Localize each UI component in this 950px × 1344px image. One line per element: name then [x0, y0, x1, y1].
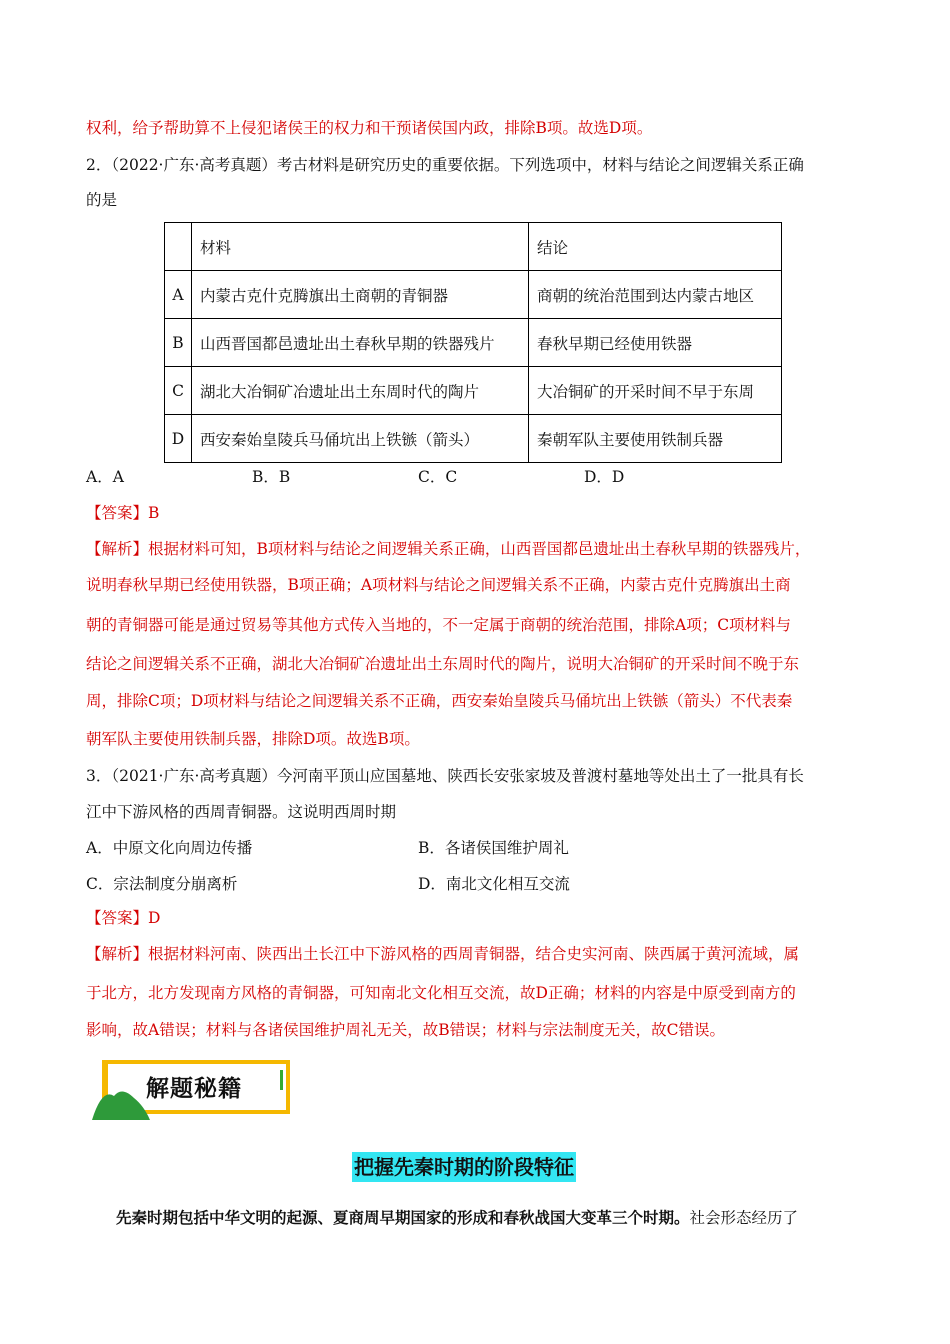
q3-analysis-line: 于北方，北方发现南方风格的青铜器，可知南北文化相互交流，故D正确；材料的内容是中原受到南方的	[86, 984, 796, 1002]
q3-stem-line2: 江中下游风格的西周青铜器。这说明西周时期	[86, 803, 397, 821]
table-header-cell: 材料	[192, 223, 529, 271]
q2-option-c: C．C	[418, 468, 458, 486]
q2-stem-line1: 2．（2022·广东·高考真题）考古材料是研究历史的重要依据。下列选项中，材料与结论之间逻辑关系正确	[86, 156, 804, 174]
table-cell: 西安秦始皇陵兵马俑坑出上铁镞（箭头）	[192, 415, 529, 463]
q2-answer: 【答案】B	[86, 504, 160, 522]
table-cell: 春秋早期已经使用铁器	[529, 319, 782, 367]
q2-option-a: A．A	[86, 468, 124, 486]
q2-analysis-line: 朝的青铜器可能是通过贸易等其他方式传入当地的，不一定属于商朝的统治范围，排除A项；C项材料与	[86, 616, 792, 634]
q2-analysis-line: 结论之间逻辑关系不正确，湖北大冶铜矿冶遗址出土东周时代的陶片，说明大冶铜矿的开采时间不晚于东	[86, 655, 800, 673]
q2-analysis-line: 朝军队主要使用铁制兵器，排除D项。故选B项。	[86, 730, 420, 748]
table-cell: 湖北大冶铜矿冶遗址出土东周时代的陶片	[192, 367, 529, 415]
q3-option-d: D．南北文化相互交流	[418, 875, 570, 893]
section-title: 把握先秦时期的阶段特征	[352, 1152, 576, 1182]
badge-accent	[280, 1070, 283, 1090]
table-row	[165, 271, 782, 319]
table-header-cell	[165, 223, 192, 271]
table-header-row	[165, 223, 782, 271]
prev-analysis-tail: 权利，给予帮助算不上侵犯诸侯王的权力和干预诸侯国内政，排除B项。故选D项。	[86, 119, 653, 137]
table-cell: 秦朝军队主要使用铁制兵器	[529, 415, 782, 463]
table-cell: C	[165, 367, 192, 415]
table-header-cell: 结论	[529, 223, 782, 271]
table-cell: 山西晋国都邑遗址出土春秋早期的铁器残片	[192, 319, 529, 367]
q2-evidence-table	[164, 222, 782, 463]
q3-option-a: A．中原文化向周边传播	[86, 839, 253, 857]
table-cell: B	[165, 319, 192, 367]
paragraph-bold-text: 先秦时期包括中华文明的起源、夏商周早期国家的形成和春秋战国大变革三个时期。	[116, 1209, 690, 1227]
q2-option-b: B．B	[252, 468, 291, 486]
q3-analysis-line: 影响，故A错误；材料与各诸侯国维护周礼无关，故B错误；材料与宗法制度无关，故C错误。	[86, 1021, 725, 1039]
q2-option-d: D．D	[584, 468, 625, 486]
hill-icon	[92, 1082, 152, 1120]
q2-stem-line2: 的是	[86, 191, 118, 209]
table-row	[165, 319, 782, 367]
tips-badge	[92, 1058, 292, 1120]
paragraph-text: 社会形态经历了	[689, 1209, 799, 1227]
q3-analysis-line: 【解析】根据材料河南、陕西出土长江中下游风格的西周青铜器，结合史实河南、陕西属于黄河流域，属	[86, 945, 800, 963]
badge-label: 解题秘籍	[146, 1076, 242, 1102]
table-row	[165, 367, 782, 415]
q3-option-c: C．宗法制度分崩离析	[86, 875, 238, 893]
table-cell: 内蒙古克什克腾旗出土商朝的青铜器	[192, 271, 529, 319]
table-cell: 大冶铜矿的开采时间不早于东周	[529, 367, 782, 415]
q3-option-b: B．各诸侯国维护周礼	[418, 839, 569, 857]
table-cell: A	[165, 271, 192, 319]
section-paragraph	[116, 1206, 798, 1230]
table-cell: D	[165, 415, 192, 463]
q2-analysis-line: 说明春秋早期已经使用铁器，B项正确；A项材料与结论之间逻辑关系不正确，内蒙古克什克腾旗出土商	[86, 576, 791, 594]
q2-analysis-line: 周，排除C项；D项材料与结论之间逻辑关系不正确，西安秦始皇陵兵马俑坑出上铁镞（箭头）不代表秦	[86, 692, 793, 710]
table-cell: 商朝的统治范围到达内蒙古地区	[529, 271, 782, 319]
table-row	[165, 415, 782, 463]
q3-stem-line1: 3．（2021·广东·高考真题）今河南平顶山应国墓地、陕西长安张家坡及普渡村墓地等处出土了一批具有长	[86, 767, 804, 785]
q3-answer: 【答案】D	[86, 909, 161, 927]
q2-analysis-line: 【解析】根据材料可知，B项材料与结论之间逻辑关系正确，山西晋国都邑遗址出土春秋早期的铁器残片，	[86, 540, 811, 558]
